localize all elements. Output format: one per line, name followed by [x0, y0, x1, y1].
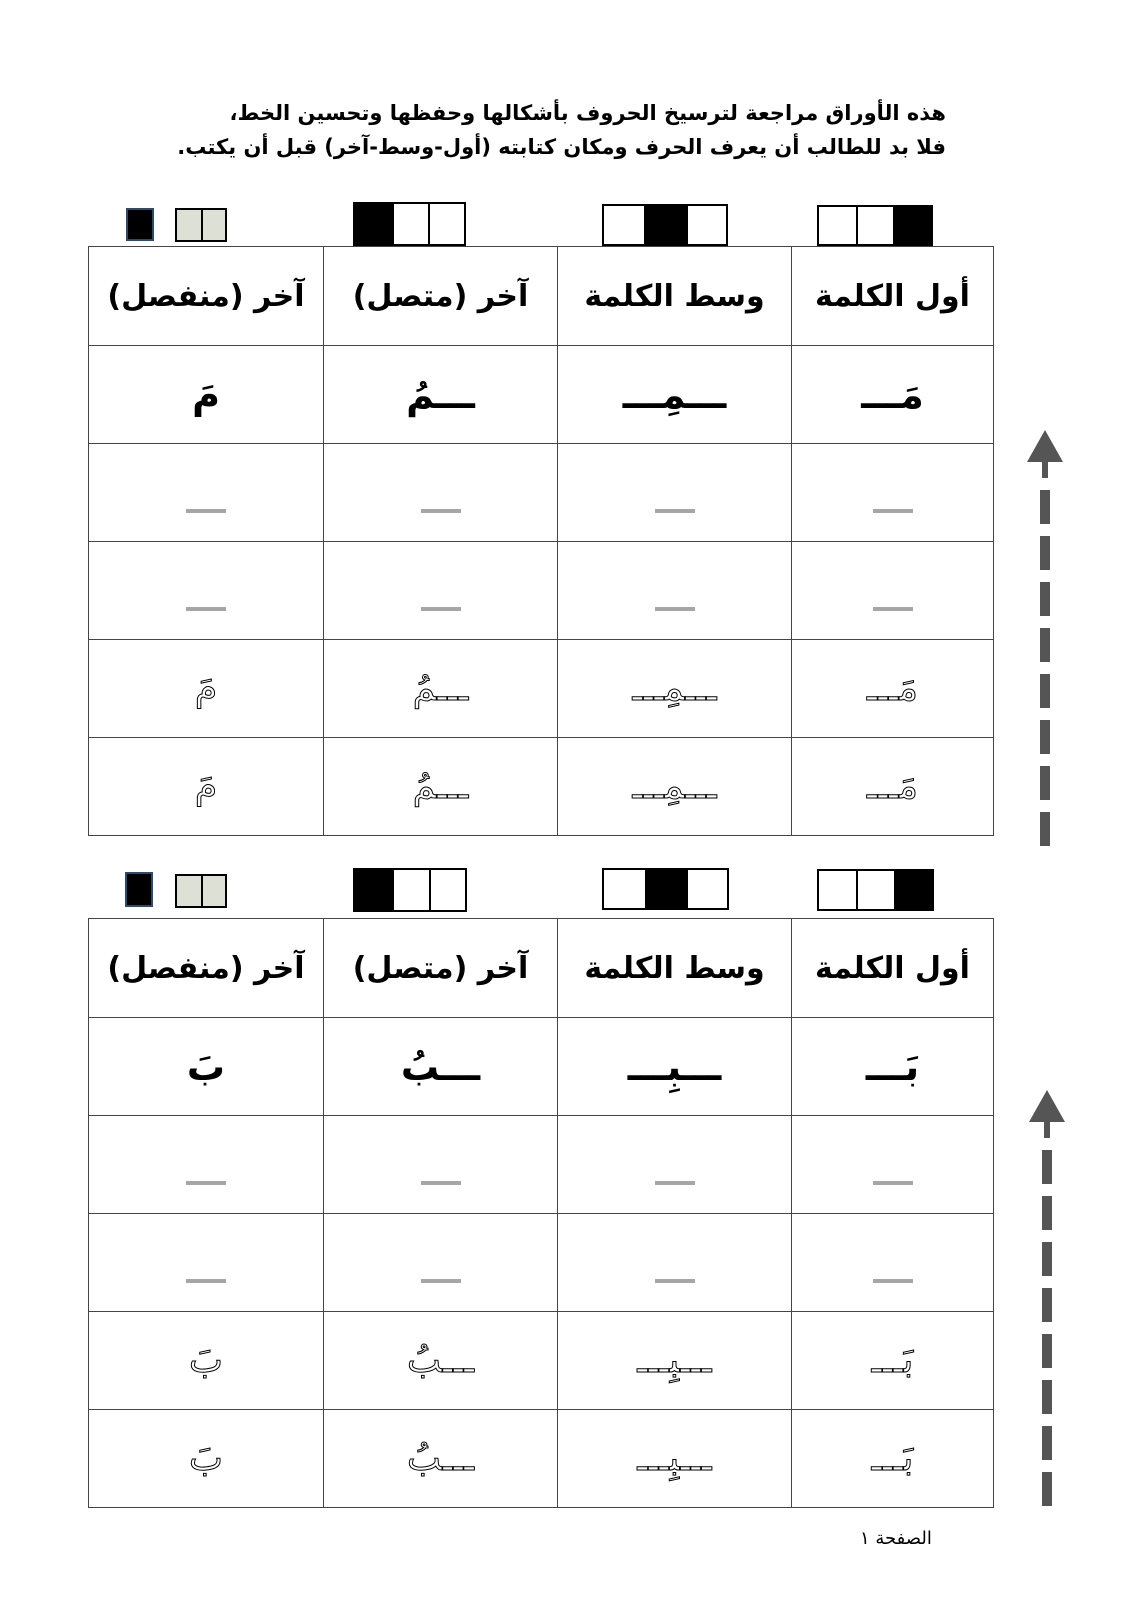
- guide-dash: [186, 1181, 226, 1185]
- letter-table-meem: [88, 246, 994, 836]
- trace-final-connected[interactable]: ـــبُ: [324, 1312, 558, 1410]
- trace-final-isolated[interactable]: مَ: [89, 738, 324, 836]
- guide-dash: [421, 607, 461, 611]
- guide-dash: [186, 509, 226, 513]
- trace-final-connected[interactable]: ـــمُ: [324, 738, 558, 836]
- trace-initial[interactable]: بَـــ: [792, 1410, 994, 1508]
- practice-cell[interactable]: [558, 444, 792, 542]
- trace-medial[interactable]: ـــبِـــ: [558, 1410, 792, 1508]
- practice-cell[interactable]: [558, 1214, 792, 1312]
- instructions-line-2: فلا بد للطالب أن يعرف الحرف ومكان كتابته (أول-وسط-آخر) قبل أن يكتب.: [177, 135, 946, 159]
- model-final-isolated: مَ: [89, 346, 324, 444]
- model-row: [89, 346, 994, 444]
- practice-cell[interactable]: [792, 1116, 994, 1214]
- practice-cell[interactable]: [792, 542, 994, 640]
- practice-row: [89, 1116, 994, 1214]
- trace-row: [89, 1312, 994, 1410]
- dashed-up-arrow-icon: [1025, 430, 1065, 846]
- model-medial: ـــبِـــ: [558, 1018, 792, 1116]
- practice-cell[interactable]: [324, 542, 558, 640]
- practice-row: [89, 542, 994, 640]
- practice-cell[interactable]: [558, 1116, 792, 1214]
- guide-dash: [186, 607, 226, 611]
- guide-dash: [655, 1279, 695, 1283]
- model-final-connected: ـــبُ: [324, 1018, 558, 1116]
- trace-final-connected[interactable]: ـــبُ: [324, 1410, 558, 1508]
- trace-final-isolated[interactable]: مَ: [89, 640, 324, 738]
- trace-medial[interactable]: ـــبِـــ: [558, 1312, 792, 1410]
- trace-medial[interactable]: ـــمِـــ: [558, 738, 792, 836]
- guide-dash: [421, 1279, 461, 1283]
- guide-dash: [655, 509, 695, 513]
- practice-cell[interactable]: [792, 444, 994, 542]
- medial-indicator: [602, 868, 729, 910]
- guide-dash: [655, 607, 695, 611]
- letter-table-baa: [88, 918, 994, 1508]
- practice-row: [89, 444, 994, 542]
- practice-row: [89, 1214, 994, 1312]
- header-row: [89, 919, 994, 1018]
- model-row: [89, 1018, 994, 1116]
- trace-row: [89, 738, 994, 836]
- trace-row: [89, 1410, 994, 1508]
- guide-dash: [873, 607, 913, 611]
- isolated-indicator-pair: [175, 208, 227, 242]
- guide-dash: [421, 1181, 461, 1185]
- instructions-line-1: هذه الأوراق مراجعة لترسيخ الحروف بأشكالها وحفظها وتحسين الخط،: [229, 101, 946, 125]
- header-final-isolated: آخر (منفصل): [89, 919, 324, 1018]
- guide-dash: [655, 1181, 695, 1185]
- model-medial: ـــمِـــ: [558, 346, 792, 444]
- header-row: [89, 247, 994, 346]
- medial-indicator: [602, 204, 728, 246]
- practice-cell[interactable]: [324, 1116, 558, 1214]
- position-indicators-2: [88, 866, 993, 910]
- isolated-indicator-box: [126, 208, 154, 241]
- isolated-indicator-pair: [175, 874, 227, 908]
- trace-initial[interactable]: بَـــ: [792, 1312, 994, 1410]
- final-connected-indicator: [353, 202, 466, 246]
- practice-cell[interactable]: [89, 542, 324, 640]
- practice-cell[interactable]: [89, 1214, 324, 1312]
- trace-initial[interactable]: مَـــ: [792, 640, 994, 738]
- header-initial: أول الكلمة: [792, 247, 994, 346]
- isolated-indicator-box: [125, 872, 153, 907]
- header-medial: وسط الكلمة: [558, 919, 792, 1018]
- dashed-up-arrow-icon: [1027, 1090, 1067, 1506]
- trace-final-isolated[interactable]: بَ: [89, 1312, 324, 1410]
- guide-dash: [873, 1181, 913, 1185]
- header-medial: وسط الكلمة: [558, 247, 792, 346]
- trace-final-isolated[interactable]: بَ: [89, 1410, 324, 1508]
- model-final-isolated: بَ: [89, 1018, 324, 1116]
- trace-initial[interactable]: مَـــ: [792, 738, 994, 836]
- header-initial: أول الكلمة: [792, 919, 994, 1018]
- model-initial: بَـــ: [792, 1018, 994, 1116]
- instructions: [177, 96, 946, 164]
- initial-indicator: [817, 205, 933, 246]
- header-final-connected: آخر (متصل): [324, 247, 558, 346]
- position-indicators-1: [88, 200, 993, 244]
- page-number: الصفحة ١: [860, 1528, 932, 1549]
- practice-cell[interactable]: [89, 444, 324, 542]
- final-connected-indicator: [353, 868, 467, 912]
- guide-dash: [873, 509, 913, 513]
- trace-medial[interactable]: ـــمِـــ: [558, 640, 792, 738]
- practice-cell[interactable]: [324, 444, 558, 542]
- model-final-connected: ـــمُ: [324, 346, 558, 444]
- guide-dash: [421, 509, 461, 513]
- guide-dash: [186, 1279, 226, 1283]
- guide-dash: [873, 1279, 913, 1283]
- practice-cell[interactable]: [792, 1214, 994, 1312]
- initial-indicator: [817, 869, 934, 911]
- trace-row: [89, 640, 994, 738]
- header-final-connected: آخر (متصل): [324, 919, 558, 1018]
- header-final-isolated: آخر (منفصل): [89, 247, 324, 346]
- practice-cell[interactable]: [558, 542, 792, 640]
- trace-final-connected[interactable]: ـــمُ: [324, 640, 558, 738]
- practice-cell[interactable]: [324, 1214, 558, 1312]
- model-initial: مَـــ: [792, 346, 994, 444]
- practice-cell[interactable]: [89, 1116, 324, 1214]
